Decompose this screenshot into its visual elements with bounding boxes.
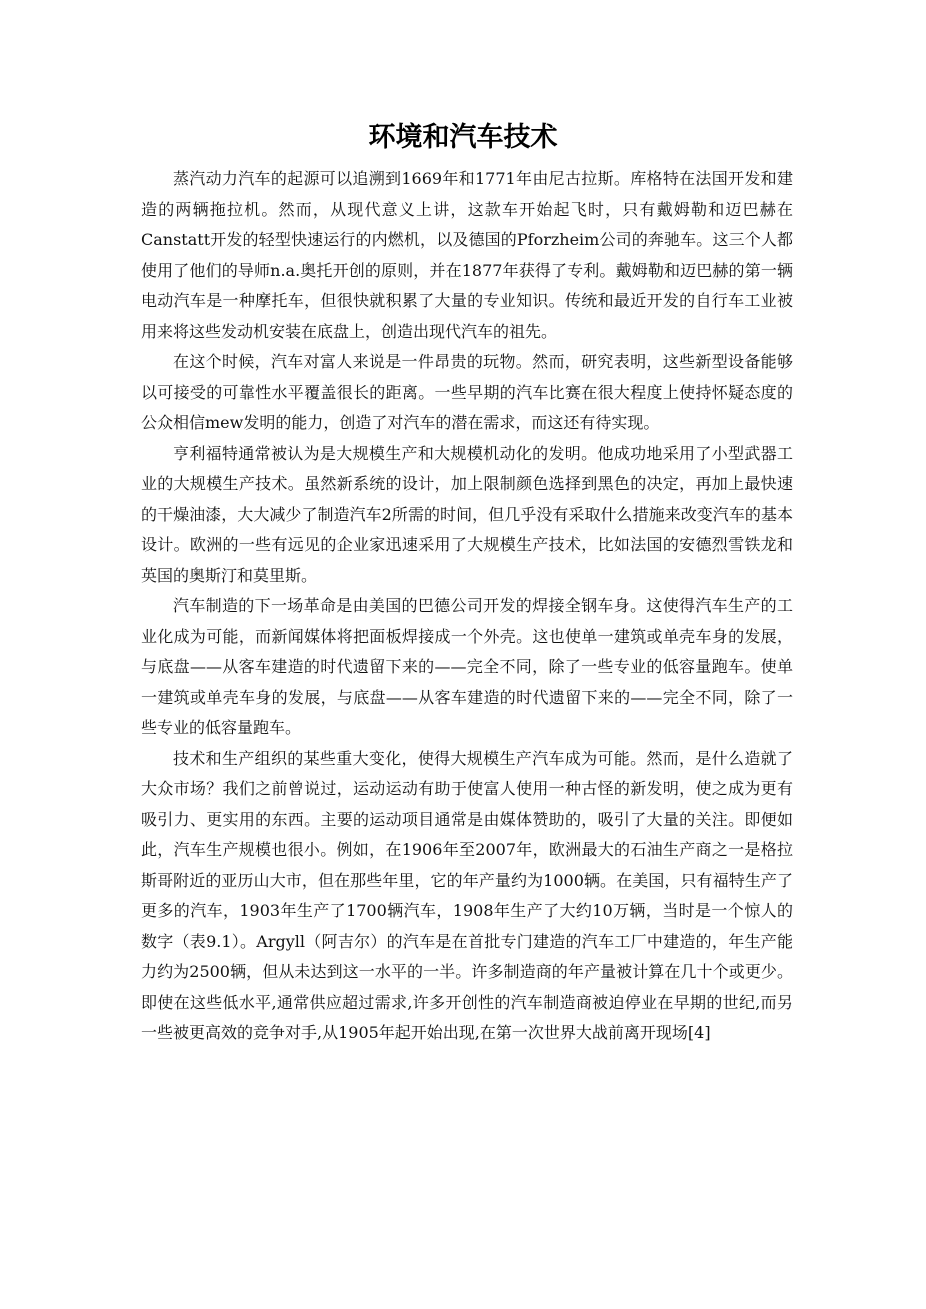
paragraph: 在这个时候，汽车对富人来说是一件昂贵的玩物。然而，研究表明，这些新型设备能够以可接受的可靠性水平覆盖很长的距离。一些早期的汽车比赛在很大程度上使持怀疑态度的公众相信mew发明的能力，创造了对汽车的潜在需求，而这还有待实现。 [141, 352, 793, 432]
document-title: 环境和汽车技术 [368, 122, 558, 153]
paragraph: 蒸汽动力汽车的起源可以追溯到1669年和1771年由尼古拉斯。库格特在法国开发和建造的两辆拖拉机。然而，从现代意义上讲，这款车开始起飞时，只有戴姆勒和迈巴赫在Canstatt开发的轻型快速运行的内燃机，以及德国的Pforzheim公司的奔驰车。这三个人都使用了他们的导师n.a.奥托开创的原则，并在1877年获得了专利。戴姆勒和迈巴赫的第一辆电动汽车是一种摩托车，但很快就积累了大量的专业知识。传统和最近开发的自行车工业被用来将这些发动机安装在底盘上，创造出现代汽车的祖先。 [141, 169, 793, 341]
paragraph: 亨利福特通常被认为是大规模生产和大规模机动化的发明。他成功地采用了小型武器工业的大规模生产技术。虽然新系统的设计，加上限制颜色选择到黑色的决定，再加上最快速的干燥油漆，大大减少了制造汽车2所需的时间，但几乎没有采取什么措施来改变汽车的基本设计。欧洲的一些有远见的企业家迅速采用了大规模生产技术，比如法国的安德烈雪铁龙和英国的奥斯汀和莫里斯。 [141, 443, 793, 585]
paragraph: 技术和生产组织的某些重大变化，使得大规模生产汽车成为可能。然而，是什么造就了大众市场？我们之前曾说过，运动运动有助于使富人使用一种古怪的新发明，使之成为更有吸引力、更实用的东西。主要的运动项目通常是由媒体赞助的，吸引了大量的关注。即便如此，汽车生产规模也很小。例如，在1906年至2007年，欧洲最大的石油生产商之一是格拉斯哥附近的亚历山大市，但在那些年里，它的年产量约为1000辆。在美国，只有福特生产了更多的汽车，1903年生产了1700辆汽车，1908年生产了大约10万辆，当时是一个惊人的数字（表9.1）。Argyll（阿吉尔）的汽车是在首批专门建造的汽车工厂中建造的，年生产能力约为2500辆，但从未达到这一水平的一半。许多制造商的年产量被计算在几十个或更少。即使在这些低水平,通常供应超过需求,许多开创性的汽车制造商被迫停业在早期的世纪,而另一些被更高效的竞争对手,从1905年起开始出现,在第一次世界大战前离开现场[4] [141, 748, 793, 1042]
document-body [141, 164, 793, 1049]
paragraph: 汽车制造的下一场革命是由美国的巴德公司开发的焊接全钢车身。这使得汽车生产的工业化成为可能，而新闻媒体将把面板焊接成一个外壳。这也使单一建筑或单壳车身的发展，与底盘——从客车建造的时代遗留下来的——完全不同，除了一些专业的低容量跑车。使单一建筑或单壳车身的发展，与底盘——从客车建造的时代遗留下来的——完全不同，除了一些专业的低容量跑车。 [141, 596, 793, 737]
